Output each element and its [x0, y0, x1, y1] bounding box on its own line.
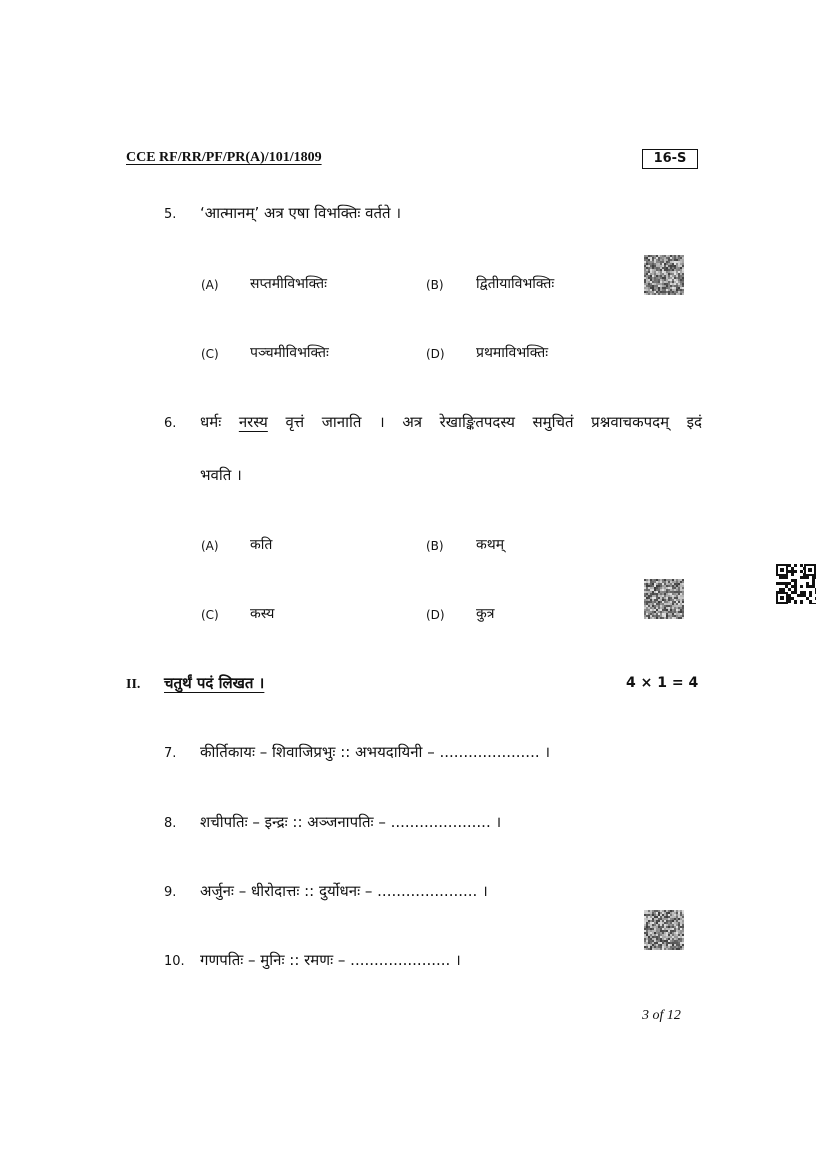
q6-option-a-text: कति [250, 537, 273, 553]
question-6-number: 6. [164, 416, 177, 431]
question-7-text: कीर्तिकायः – शिवाजिप्रभुः :: अभयदायिनी – ..................... । [200, 743, 551, 761]
security-mark-3 [644, 910, 684, 950]
qr-code-icon [776, 564, 816, 604]
question-6-underlined-word: नरस्य [238, 413, 268, 431]
paper-id-box: 16-S [642, 149, 698, 169]
q5-option-d-text: प्रथमाविभक्तिः [476, 345, 549, 361]
page-number: 3 of 12 [642, 1008, 681, 1023]
question-8-number: 8. [164, 816, 177, 831]
question-9-text: अर्जुनः – धीरोदात्तः :: दुर्योधनः – ..................... । [200, 882, 488, 900]
question-10-text: गणपतिः – मुनिः :: रमणः – ..................... । [200, 951, 461, 969]
q6-option-c-text: कस्य [250, 606, 275, 622]
q6-option-c-letter: (C) [201, 608, 219, 622]
question-5-number: 5. [164, 207, 177, 222]
q5-option-a-letter: (A) [201, 278, 219, 292]
section-title: चतुर्थं पदं लिखत । [164, 674, 265, 692]
question-5-text: ‘आत्मानम्’ अत्र एषा विभक्तिः वर्तते । [200, 204, 402, 222]
q5-option-b-text: द्वितीयाविभक्तिः [476, 276, 555, 292]
question-9-number: 9. [164, 885, 177, 900]
q6-option-d-letter: (D) [426, 608, 445, 622]
section-marks: 4 × 1 = 4 [626, 675, 699, 691]
q6-option-b-text: कथम् [476, 537, 505, 553]
question-6-text [200, 412, 702, 432]
q6-option-d-text: कुत्र [476, 606, 495, 622]
paper-code: CCE RF/RR/PF/PR(A)/101/1809 [126, 150, 322, 165]
question-6-text-before: धर्मः [200, 413, 222, 431]
question-6-text-line2: भवति । [200, 466, 242, 484]
q5-option-c-text: पञ्चमीविभक्तिः [250, 345, 329, 361]
security-mark-2 [644, 579, 684, 619]
q5-option-b-letter: (B) [426, 278, 444, 292]
question-6-text-after: वृत्तं जानाति । अत्र रेखाङ्कितपदस्य समुचितं प्रश्नवाचकपदम् इदं [285, 413, 702, 431]
q6-option-b-letter: (B) [426, 539, 444, 553]
q5-option-a-text: सप्तमीविभक्तिः [250, 276, 327, 292]
question-10-number: 10. [164, 954, 185, 969]
question-8-text: शचीपतिः – इन्द्रः :: अञ्जनापतिः – ..................... । [200, 813, 502, 831]
q6-option-a-letter: (A) [201, 539, 219, 553]
question-7-number: 7. [164, 746, 177, 761]
security-mark-1 [644, 255, 684, 295]
q5-option-c-letter: (C) [201, 347, 219, 361]
q5-option-d-letter: (D) [426, 347, 445, 361]
section-number: II. [126, 677, 141, 692]
